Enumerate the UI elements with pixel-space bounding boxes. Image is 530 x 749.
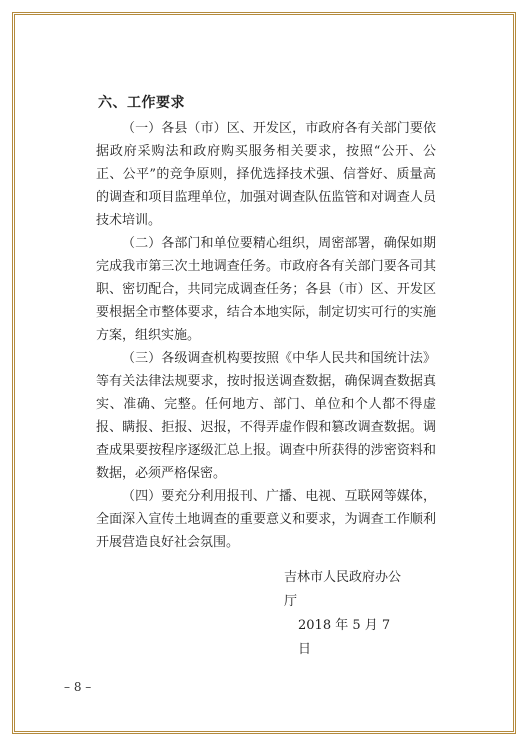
signature-block (284, 566, 404, 662)
issue-date: 2018 年 5 月 7 日 (298, 618, 391, 657)
paragraph-3: （三）各级调查机构要按照《中华人民共和国统计法》等有关法律法规要求，按时报送调查数据，确保调查数据真实、准确、完整。任何地方、部门、单位和个人都不得虚报、瞒报、拒报、迟报，不得弄虚作假和篡改调查数据。调查成果要按程序逐级汇总上报。调查中所获得的涉密资料和数据，必须严格保密。 (96, 351, 436, 481)
paragraph-4: （四）要充分利用报刊、广播、电视、互联网等媒体，全面深入宣传土地调查的重要意义和要求，为调查工作顺利开展营造良好社会氛围。 (96, 489, 436, 550)
document-body (96, 93, 436, 554)
paragraph-2: （二）各部门和单位要精心组织，周密部署，确保如期完成我市第三次土地调查任务。市政府各有关部门要各司其职、密切配合，共同完成调查任务；各县（市）区、开发区要根据全市整体要求，结合本地实际，制定切实可行的实施方案，组织实施。 (96, 236, 436, 343)
section-heading: 六、工作要求 (98, 95, 185, 111)
issuing-organization: 吉林市人民政府办公厅 (284, 570, 402, 609)
paragraph-1: （一）各县（市）区、开发区，市政府各有关部门要依据政府采购法和政府购买服务相关要求，按照“公开、公正、公平”的竞争原则，择优选择技术强、信誉好、质量高的调查和项目监理单位，加强对调查队伍监管和对调查人员技术培训。 (96, 121, 436, 228)
page-number: – 8 – (64, 680, 92, 694)
